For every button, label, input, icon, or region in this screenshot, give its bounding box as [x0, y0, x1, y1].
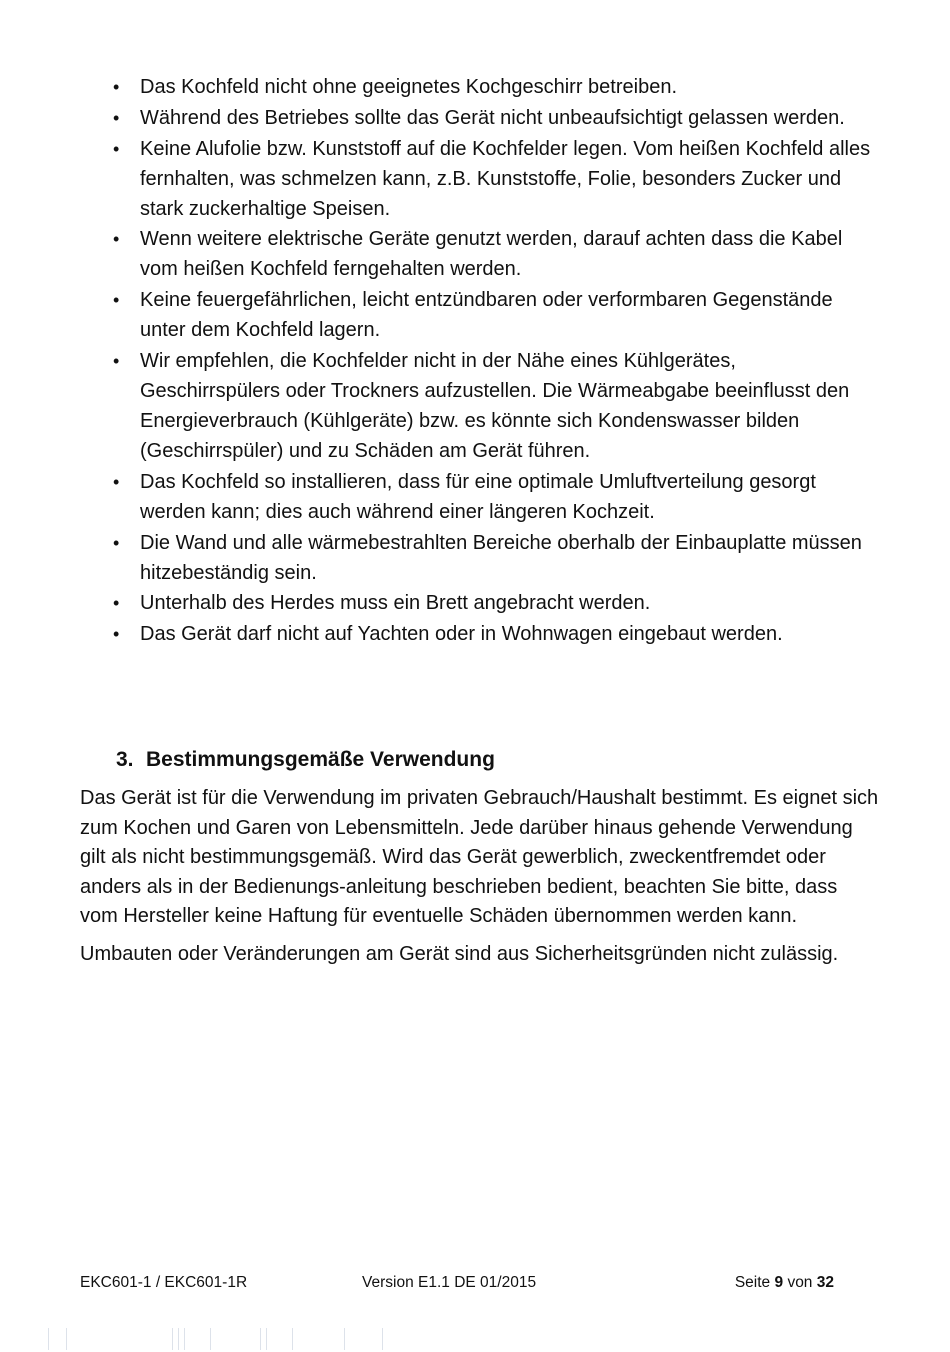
- section-number: 3.: [116, 748, 134, 771]
- bullet-text: Wir empfehlen, die Kochfelder nicht in der Nähe eines Kühlgerätes, Geschirrspülers oder Trockners aufzustellen. Die Wärmeabgabe beeinflusst den Energieverbrauch (Kühlgeräte) bzw. es könnte sich Kondenswasser bilden (Geschirrspüler) und zu Schäden am Gerät führen.: [140, 349, 850, 462]
- scan-mark: [260, 1328, 261, 1350]
- list-item: [110, 285, 880, 345]
- section-heading: [80, 744, 880, 776]
- total-pages: 32: [816, 1274, 834, 1291]
- list-item: [110, 72, 880, 102]
- bullet-text: Während des Betriebes sollte das Gerät nicht unbeaufsichtigt gelassen werden.: [140, 106, 845, 129]
- scan-mark: [66, 1328, 67, 1350]
- bullet-text: Das Kochfeld so installieren, dass für eine optimale Umluftverteilung gesorgt werden kann; dies auch während einer längeren Kochzeit.: [140, 470, 816, 523]
- list-item: [110, 588, 880, 618]
- bullet-icon: •: [113, 138, 120, 159]
- current-page: 9: [774, 1274, 784, 1291]
- scan-mark: [48, 1328, 49, 1350]
- scan-mark: [178, 1328, 179, 1350]
- scan-mark: [382, 1328, 383, 1350]
- scan-artifact-marks: [48, 1328, 408, 1350]
- page-prefix: Seite: [734, 1274, 771, 1291]
- list-item: [110, 619, 880, 649]
- bullet-icon: •: [113, 350, 120, 371]
- bullet-icon: •: [113, 107, 120, 128]
- page-mid: von: [787, 1274, 813, 1291]
- scan-mark: [292, 1328, 293, 1350]
- bullet-icon: •: [113, 471, 120, 492]
- page-footer: [80, 1272, 840, 1294]
- bullet-icon: •: [113, 624, 120, 645]
- bullet-text: Keine feuergefährlichen, leicht entzündbaren oder verformbaren Gegenstände unter dem Kochfeld lagern.: [140, 289, 833, 342]
- section-paragraph: Umbauten oder Veränderungen am Gerät sind aus Sicherheitsgründen nicht zulässig.: [80, 942, 839, 965]
- section-title: Bestimmungsgemäße Verwendung: [146, 748, 495, 771]
- bullet-text: Das Kochfeld nicht ohne geeignetes Kochgeschirr betreiben.: [140, 76, 678, 98]
- footer-model: EKC601-1 / EKC601-1R: [80, 1274, 248, 1291]
- intended-use-section: [80, 744, 880, 978]
- section-paragraph: Das Gerät ist für die Verwendung im privaten Gebrauch/Haushalt bestimmt. Es eignet sich zum Kochen und Garen von Lebensmitteln. Jede darüber hinaus gehende Verwendung gilt als nicht bestimmungsgemäß. Wird das Gerät gewerblich, zweckentfremdet oder anders als in der Bedienungs-anleitung beschrieben bedient, beachten Sie bitte, dass vom Hersteller keine Haftung für eventuelle Schäden übernommen werden kann.: [80, 787, 879, 928]
- bullet-text: Die Wand und alle wärmebestrahlten Bereiche oberhalb der Einbauplatte müssen hitzebeständig sein.: [140, 531, 862, 584]
- footer-page-number: [735, 1272, 834, 1294]
- scan-mark: [184, 1328, 185, 1350]
- scan-mark: [172, 1328, 173, 1350]
- safety-bullet-list: [110, 72, 880, 650]
- bullet-icon: •: [113, 593, 120, 614]
- bullet-text: Wenn weitere elektrische Geräte genutzt werden, darauf achten dass die Kabel vom heißen Kochfeld ferngehalten werden.: [140, 228, 843, 281]
- footer-version: Version E1.1 DE 01/2015: [362, 1274, 537, 1291]
- list-item: [110, 134, 880, 224]
- scan-mark: [266, 1328, 267, 1350]
- bullet-icon: •: [113, 229, 120, 250]
- list-item: [110, 346, 880, 466]
- list-item: [110, 224, 880, 284]
- bullet-icon: •: [113, 290, 120, 311]
- scan-mark: [210, 1328, 211, 1350]
- bullet-text: Unterhalb des Herdes muss ein Brett angebracht werden.: [140, 592, 651, 615]
- bullet-icon: •: [113, 77, 120, 97]
- bullet-text: Das Gerät darf nicht auf Yachten oder in Wohnwagen eingebaut werden.: [140, 623, 783, 646]
- scan-mark: [344, 1328, 345, 1350]
- bullet-icon: •: [113, 532, 120, 553]
- list-item: [110, 467, 880, 527]
- bullet-text: Keine Alufolie bzw. Kunststoff auf die Kochfelder legen. Vom heißen Kochfeld alles fernhalten, was schmelzen kann, z.B. Kunststoffe, Folie, besonders Zucker und stark zuckerhaltige Speisen.: [140, 137, 871, 220]
- list-item: [110, 528, 880, 588]
- list-item: [110, 103, 880, 133]
